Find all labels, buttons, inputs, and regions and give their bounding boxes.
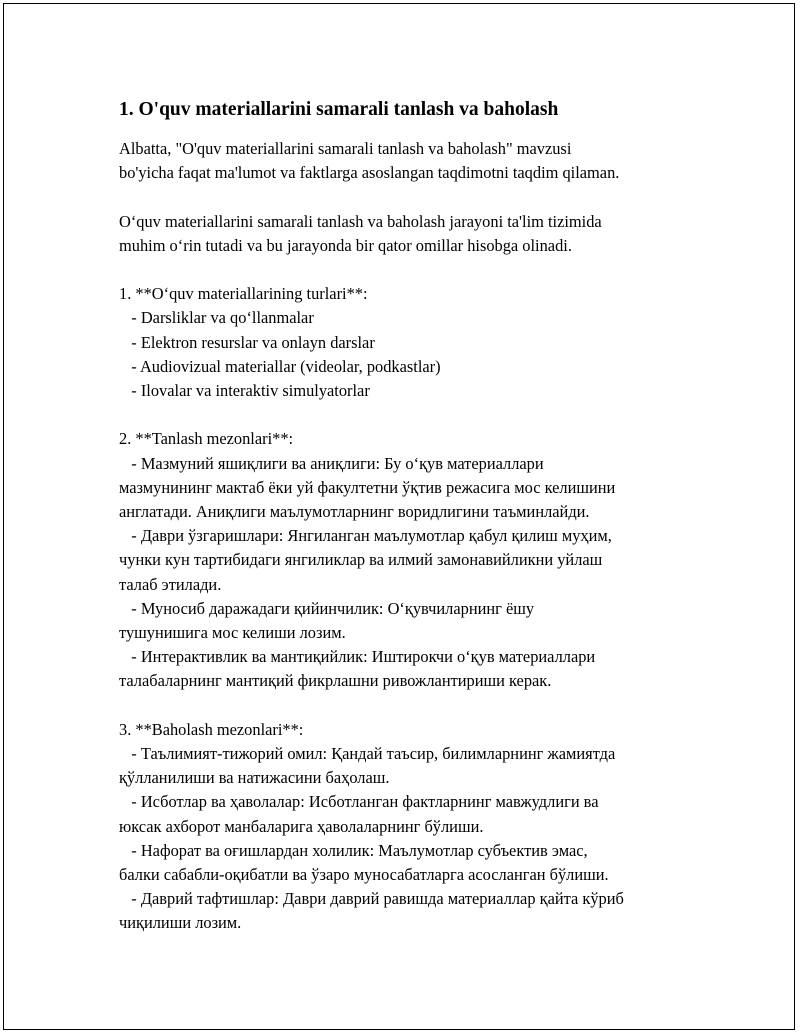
text-line: bo'yicha faqat ma'lumot va faktlarga asoslangan taqdimotni taqdim qilaman. bbox=[119, 163, 620, 183]
text-line: англатади. Аниқлиги маълумотларнинг воридлигини таъминлайди. bbox=[119, 502, 590, 521]
text-line: Albatta, "O'quv materiallarini samarali tanlash va baholash" mavzusi bbox=[119, 139, 572, 158]
document-page bbox=[3, 3, 795, 1030]
text-line: мазмунининг мактаб ёки уй факултетни ўқтив режасига мос келишини bbox=[119, 477, 616, 497]
text-line: тушунишига мос келиши лозим. bbox=[119, 623, 346, 643]
list-item: - Интерактивлик ва мантиқийлик: Иштирокчи о‘қув материаллари bbox=[119, 647, 596, 667]
document-title: 1. O'quv materiallarini samarali tanlash va baholash bbox=[119, 99, 559, 120]
text-line: O‘quv materiallarini samarali tanlash va baholash jarayoni ta'lim tizimida bbox=[119, 211, 602, 231]
section-heading: 1. **O‘quv materiallarining turlari**: bbox=[119, 284, 368, 304]
text-line: талаб этилади. bbox=[119, 574, 222, 594]
text-line: талабаларнинг мантиқий фикрлашни ривожлантириши керак. bbox=[119, 671, 552, 691]
list-item: - Нафорат ва оғишлардан холилик: Маълумотлар субъектив эмас, bbox=[119, 840, 588, 860]
list-item: - Муносиб даражадаги қийинчилик: О‘қувчиларнинг ёшу bbox=[119, 598, 535, 618]
paragraph-intro bbox=[119, 137, 699, 185]
list-item: - Darsliklar va qo‘llanmalar bbox=[119, 308, 314, 328]
list-item: - Даврий тафтишлар: Даври даврий равишда материаллар қайта кўриб bbox=[119, 889, 624, 909]
section-selection-criteria bbox=[119, 427, 699, 693]
document-body bbox=[119, 96, 699, 936]
paragraph-gap bbox=[119, 403, 699, 427]
list-item: - Audiovizual materiallar (videolar, podkastlar) bbox=[119, 356, 441, 376]
text-line: чунки кун тартибидаги янгиликлар ва илмий замонавийликни уйлаш bbox=[119, 550, 603, 570]
text-line: юксак ахборот манбаларига ҳаволаларнинг бўлиши. bbox=[119, 816, 484, 836]
section-heading: 3. **Baholash mezonlari**: bbox=[119, 719, 304, 739]
section-heading: 2. **Tanlash mezonlari**: bbox=[119, 429, 294, 449]
list-item: - Таълимият-тижорий омил: Қандай таъсир, билимларнинг жамиятда bbox=[119, 744, 616, 764]
text-line: чиқилиши лозим. bbox=[119, 913, 242, 933]
paragraph-gap bbox=[119, 258, 699, 282]
text-line: қўлланилиши ва натижасини баҳолаш. bbox=[119, 768, 390, 788]
list-item: - Исботлар ва ҳаволалар: Исботланган фактларнинг мавжудлиги ва bbox=[119, 792, 599, 812]
list-item: - Elektron resurslar va onlayn darslar bbox=[119, 332, 375, 352]
list-item: - Ilovalar va interaktiv simulyatorlar bbox=[119, 381, 370, 400]
section-evaluation-criteria bbox=[119, 718, 699, 936]
paragraph-overview bbox=[119, 210, 699, 258]
text-line: muhim o‘rin tutadi va bu jarayonda bir qator omillar hisobga olinadi. bbox=[119, 235, 572, 255]
section-material-types bbox=[119, 282, 699, 403]
paragraph-gap bbox=[119, 694, 699, 718]
paragraph-gap bbox=[119, 185, 699, 209]
list-item: - Даври ўзгаришлари: Янгиланган маълумотлар қабул қилиш муҳим, bbox=[119, 526, 612, 546]
list-item: - Мазмуний яшиқлиги ва аниқлиги: Бу о‘қув материаллари bbox=[119, 453, 544, 473]
text-line: балки сабабли-оқибатли ва ўзаро муносабатларга асосланган бўлиши. bbox=[119, 865, 609, 885]
